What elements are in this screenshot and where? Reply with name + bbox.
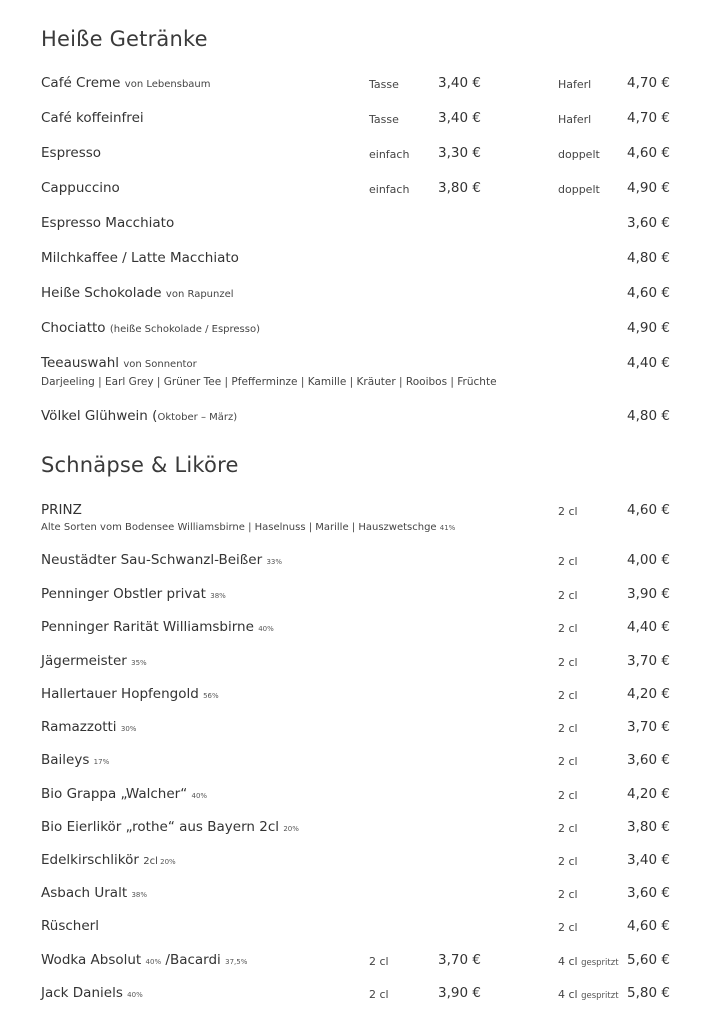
price-large: 4,60 € (627, 918, 670, 934)
unit-large: 4 cl gespritzt (558, 988, 619, 1001)
menu-item (41, 145, 671, 167)
price-large: 3,70 € (627, 719, 670, 735)
item-name: Ramazzotti 30% (41, 719, 137, 735)
item-name: Bio Eierlikör „rothe“ aus Bayern 2cl 20% (41, 819, 299, 835)
menu-item (41, 918, 671, 940)
item-name: Penninger Obstler privat 38% (41, 586, 226, 602)
price-large: 4,90 € (627, 180, 670, 196)
item-name: Edelkirschlikör 2cl 20% (41, 852, 176, 868)
menu-item (41, 320, 671, 342)
price-large: 4,80 € (627, 250, 670, 266)
item-name: Baileys 17% (41, 752, 110, 768)
item-name: PRINZ (41, 502, 82, 518)
unit-large: 2 cl (558, 855, 578, 868)
item-name: Penninger Rarität Williamsbirne 40% (41, 619, 274, 635)
unit-large: 2 cl (558, 822, 578, 835)
price-large: 5,60 € (627, 952, 670, 968)
price-large: 3,60 € (627, 885, 670, 901)
menu-item (41, 819, 671, 841)
unit-small: 2 cl (369, 955, 389, 968)
unit-large: 2 cl (558, 689, 578, 702)
item-name: Neustädter Sau-Schwanzl-Beißer 33% (41, 552, 283, 568)
item-name: Wodka Absolut 40% /Bacardi 37,5% (41, 952, 248, 968)
menu-item (41, 285, 671, 307)
item-name: Jägermeister 35% (41, 653, 147, 669)
unit-large: 2 cl (558, 888, 578, 901)
price-large: 3,80 € (627, 819, 670, 835)
item-description: Alte Sorten vom Bodensee Williamsbirne | Haselnuss | Marille | Hauszwetschge 41% (41, 522, 456, 533)
menu-item (41, 719, 671, 741)
menu-item (41, 752, 671, 774)
price-large: 5,80 € (627, 985, 670, 1001)
unit-large: doppelt (558, 148, 600, 161)
price-large: 4,80 € (627, 408, 670, 424)
menu-item (41, 110, 671, 132)
menu-item (41, 885, 671, 907)
menu-item (41, 619, 671, 641)
price-large: 4,40 € (627, 619, 670, 635)
unit-small: einfach (369, 183, 410, 196)
menu-item (41, 215, 671, 237)
price-large: 4,00 € (627, 552, 670, 568)
item-name: Chociatto (heiße Schokolade / Espresso) (41, 320, 260, 336)
item-name: Rüscherl (41, 918, 99, 934)
item-name: Jack Daniels 40% (41, 985, 143, 1001)
unit-large: doppelt (558, 183, 600, 196)
price-small: 3,70 € (438, 952, 481, 968)
menu-item (41, 355, 671, 395)
unit-large: 2 cl (558, 755, 578, 768)
price-large: 3,60 € (627, 215, 670, 231)
item-name: Bio Grappa „Walcher“ 40% (41, 786, 208, 802)
item-name: Heiße Schokolade von Rapunzel (41, 285, 234, 301)
price-small: 3,40 € (438, 75, 481, 91)
section-title-hot-drinks: Heiße Getränke (41, 27, 208, 51)
price-large: 4,60 € (627, 145, 670, 161)
unit-large: 4 cl gespritzt (558, 955, 619, 968)
price-large: 4,70 € (627, 110, 670, 126)
price-large: 4,20 € (627, 686, 670, 702)
item-name: Teeauswahl von Sonnentor (41, 355, 197, 371)
unit-large: 2 cl (558, 622, 578, 635)
unit-large: 2 cl (558, 656, 578, 669)
price-large: 4,70 € (627, 75, 670, 91)
price-large: 4,60 € (627, 502, 670, 518)
price-small: 3,90 € (438, 985, 481, 1001)
menu-item (41, 502, 671, 538)
unit-small: Tasse (369, 78, 399, 91)
price-large: 3,40 € (627, 852, 670, 868)
price-large: 4,90 € (627, 320, 670, 336)
unit-small: 2 cl (369, 988, 389, 1001)
section-title-spirits: Schnäpse & Liköre (41, 453, 239, 477)
price-large: 3,90 € (627, 586, 670, 602)
unit-small: einfach (369, 148, 410, 161)
unit-large: 2 cl (558, 589, 578, 602)
unit-large: Haferl (558, 78, 592, 91)
item-name: Asbach Uralt 38% (41, 885, 147, 901)
item-description: Darjeeling | Earl Grey | Grüner Tee | Pfefferminze | Kamille | Kräuter | Rooibos | Früchte (41, 376, 497, 388)
menu-item (41, 552, 671, 574)
menu-item (41, 686, 671, 708)
menu-item (41, 75, 671, 97)
menu-item (41, 786, 671, 808)
menu-item (41, 408, 671, 430)
price-small: 3,30 € (438, 145, 481, 161)
item-name: Café Creme von Lebensbaum (41, 75, 211, 91)
price-large: 4,40 € (627, 355, 670, 371)
menu-item (41, 952, 671, 974)
price-small: 3,80 € (438, 180, 481, 196)
unit-small: Tasse (369, 113, 399, 126)
unit-large: 2 cl (558, 789, 578, 802)
unit-large: 2 cl (558, 722, 578, 735)
price-large: 4,60 € (627, 285, 670, 301)
menu-item (41, 653, 671, 675)
menu-item (41, 852, 671, 874)
unit-large: 2 cl (558, 921, 578, 934)
item-name: Hallertauer Hopfengold 56% (41, 686, 219, 702)
price-small: 3,40 € (438, 110, 481, 126)
item-name: Völkel Glühwein (Oktober – März) (41, 408, 238, 424)
unit-large: Haferl (558, 113, 592, 126)
price-large: 4,20 € (627, 786, 670, 802)
menu-item (41, 586, 671, 608)
item-name: Café koffeinfrei (41, 110, 144, 126)
item-name: Cappuccino (41, 180, 120, 196)
item-name: Milchkaffee / Latte Macchiato (41, 250, 239, 266)
unit-large: 2 cl (558, 505, 578, 518)
item-name: Espresso Macchiato (41, 215, 175, 231)
menu-item (41, 985, 671, 1007)
unit-large: 2 cl (558, 555, 578, 568)
menu-item (41, 180, 671, 202)
item-name: Espresso (41, 145, 102, 161)
price-large: 3,60 € (627, 752, 670, 768)
menu-item (41, 250, 671, 272)
price-large: 3,70 € (627, 653, 670, 669)
